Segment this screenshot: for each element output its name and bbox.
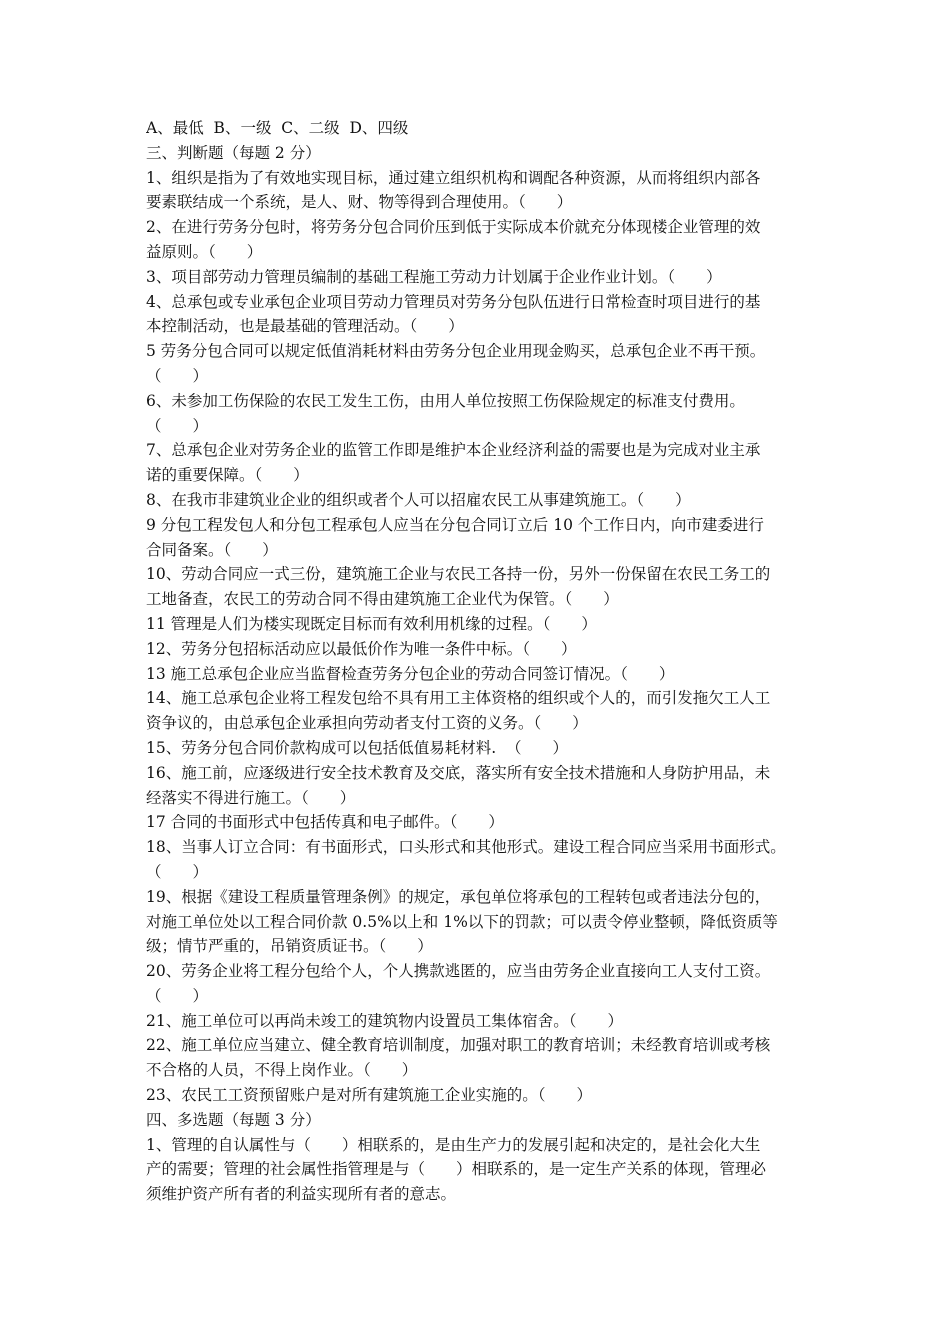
text-line: A、最低 B、一级 C、二级 D、四级 (146, 119, 409, 137)
text-line: 20、劳务企业将工程分包给个人，个人携款逃匿的，应当由劳务企业直接向工人支付工资。 (146, 962, 771, 981)
text-line: 产的需要；管理的社会属性指管理是与（ ）相联系的，是一定生产关系的体现，管理必 (146, 1160, 767, 1179)
text-line: 10、劳动合同应一式三份，建筑施工企业与农民工各持一份，另外一份保留在农民工务工的 (146, 565, 771, 584)
text-line: 15、劳务分包合同价款构成可以包括低值易耗材料. （ ） (146, 738, 569, 757)
document-body (146, 116, 812, 1207)
text-line: 9 分包工程发包人和分包工程承包人应当在分包合同订立后 10 个工作日内，向市建委进行 (146, 515, 764, 534)
text-line: 12、劳务分包招标活动应以最低价作为唯一条件中标。（ ） (146, 639, 577, 658)
text-line: 21、施工单位可以再尚未竣工的建筑物内设置员工集体宿舍。（ ） (146, 1011, 623, 1030)
text-line: 四、多选题（每题 3 分） (146, 1110, 321, 1129)
text-line: （ ） (146, 366, 209, 385)
text-line: 11 管理是人们为楼实现既定目标而有效利用机缘的过程。（ ） (146, 614, 597, 633)
text-line: 23、农民工工资预留账户是对所有建筑施工企业实施的。（ ） (146, 1086, 592, 1105)
text-line: 13 施工总承包企业应当监督检查劳务分包企业的劳动合同签订情况。（ ） (146, 664, 675, 683)
text-line: 14、施工总承包企业将工程发包给不具有用工主体资格的组织或个人的，而引发拖欠工人工 (146, 689, 771, 708)
text-line: 16、施工前，应逐级进行安全技术教育及交底，落实所有安全技术措施和人身防护用品，未 (146, 763, 771, 782)
text-line: 三、判断题（每题 2 分） (146, 143, 321, 162)
text-line: 本控制活动，也是最基础的管理活动。（ ） (146, 317, 464, 336)
text-line: （ ） (146, 986, 209, 1005)
text-line: 2、在进行劳务分包时，将劳务分包合同价压到低于实际成本价就充分体现楼企业管理的效 (146, 218, 761, 237)
text-line: 1、组织是指为了有效地实现目标，通过建立组织机构和调配各种资源，从而将组织内部各 (146, 168, 761, 187)
text-line: 要素联结成一个系统，是人、财、物等得到合理使用。（ ） (146, 193, 573, 212)
text-line: 1、管理的自认属性与（ ）相联系的，是由生产力的发展引起和决定的，是社会化大生 (146, 1135, 761, 1154)
text-line: 19、根据《建设工程质量管理条例》的规定，承包单位将承包的工程转包或者违法分包的， (146, 887, 771, 906)
text-line: （ ） (146, 862, 209, 881)
text-line: 7、总承包企业对劳务企业的监管工作即是维护本企业经济利益的需要也是为完成对业主承 (146, 441, 761, 460)
text-line: 3、项目部劳动力管理员编制的基础工程施工劳动力计划属于企业作业计划。（ ） (146, 267, 722, 286)
text-line: 8、在我市非建筑业企业的组织或者个人可以招雇农民工从事建筑施工。（ ） (146, 490, 691, 509)
text-line: 不合格的人员，不得上岗作业。（ ） (146, 1061, 418, 1080)
text-line: 18、当事人订立合同：有书面形式，口头形式和其他形式。建设工程合同应当采用书面形式。 (146, 838, 786, 857)
text-line: （ ） (146, 416, 209, 435)
text-line: 4、总承包或专业承包企业项目劳动力管理员对劳务分包队伍进行日常检查时项目进行的基 (146, 292, 761, 311)
text-line: 益原则。（ ） (146, 242, 263, 261)
text-line: 工地备查，农民工的劳动合同不得由建筑施工企业代为保管。（ ） (146, 590, 619, 609)
text-line: 资争议的，由总承包企业承担向劳动者支付工资的义务。（ ） (146, 714, 588, 733)
text-line: 级；情节严重的，吊销资质证书。（ ） (146, 937, 433, 956)
text-line: 须维护资产所有者的利益实现所有者的意志。 (146, 1185, 457, 1204)
text-line: 对施工单位处以工程合同价款 0.5%以上和 1%以下的罚款；可以责令停业整顿，降低资质等 (146, 912, 778, 931)
text-line: 22、施工单位应当建立、健全教育培训制度，加强对职工的教育培训；未经教育培训或考核 (146, 1036, 771, 1055)
text-line: 5 劳务分包合同可以规定低值消耗材料由劳务分包企业用现金购买，总承包企业不再干预。 (146, 342, 766, 361)
text-line: 17 合同的书面形式中包括传真和电子邮件。（ ） (146, 813, 504, 832)
text-line: 诺的重要保障。（ ） (146, 466, 309, 485)
text-line: 合同备案。（ ） (146, 540, 278, 559)
text-line: 6、未参加工伤保险的农民工发生工伤，由用人单位按照工伤保险规定的标准支付费用。 (146, 391, 745, 410)
text-line: 经落实不得进行施工。（ ） (146, 788, 356, 807)
